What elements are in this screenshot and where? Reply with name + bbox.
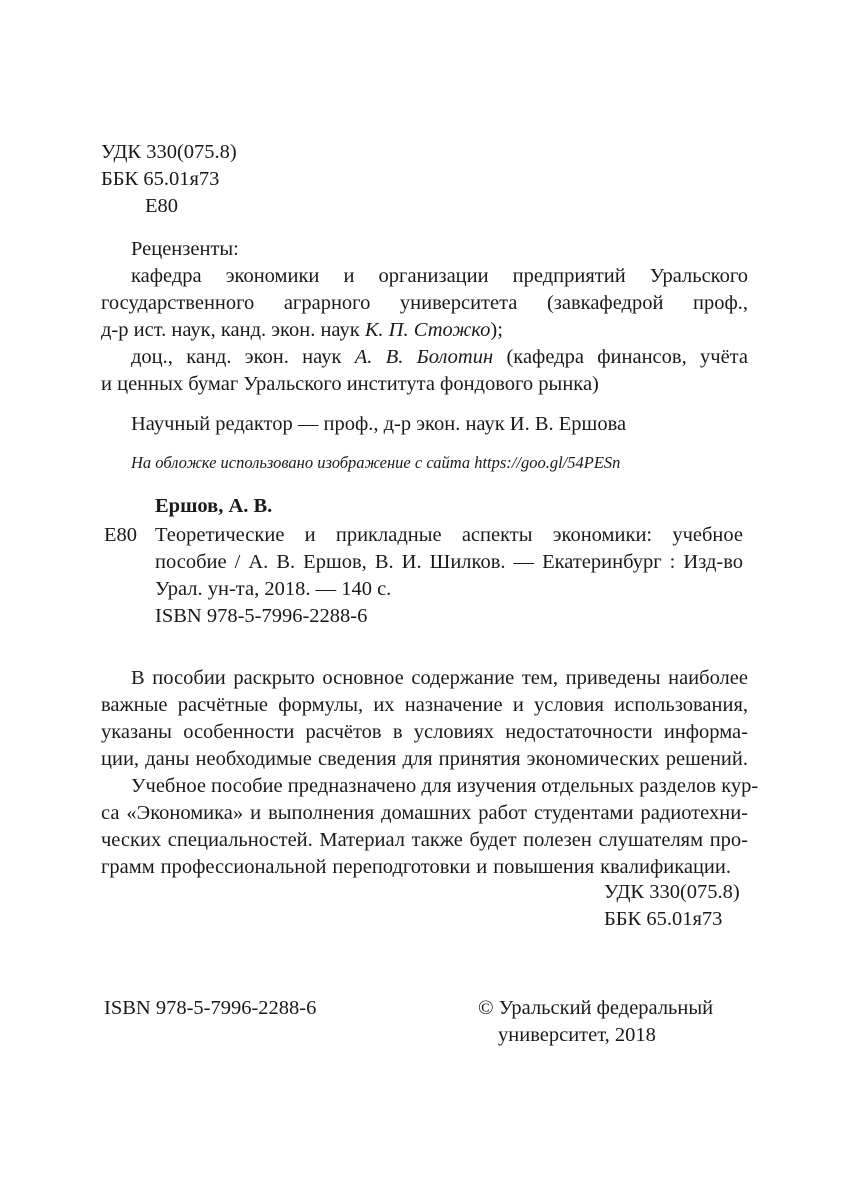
copyright-line-2: университет, 2018 (498, 1024, 656, 1046)
bbk-code-right: ББК 65.01я73 (604, 908, 723, 930)
abstract-p2-line-1: Учебное пособие предназначено для изучения отдельных разделов кур- (131, 775, 759, 797)
entry-title-line-1: Теоретические и прикладные аспекты экономики: учебное (155, 524, 743, 546)
abstract-p2-line-3: ческих специальностей. Материал также будет полезен слушателям про- (101, 829, 748, 851)
reviewer-1-degree: д-р ист. наук, канд. экон. наук (101, 319, 365, 341)
reviewer-1-line-3 (101, 317, 503, 343)
abstract-p1-line-1: В пособии раскрыто основное содержание тем, приведены наиболее (131, 667, 748, 689)
abstract-p1-line-3: указаны особенности расчётов в условиях недостаточности информа- (101, 721, 748, 743)
footer-isbn: ISBN 978-5-7996-2288-6 (104, 997, 317, 1019)
abstract-p2-line-4: грамм профессиональной переподготовки и повышения квалификации. (101, 856, 731, 878)
abstract-p1-line-2: важные расчётные формулы, их назначение и условия использования, (101, 694, 748, 716)
bbk-code: ББК 65.01я73 (101, 168, 220, 190)
abstract-p1-line-4: ции, даны необходимые сведения для принятия экономических решений. (101, 748, 748, 770)
reviewer-1-line-2: государственного аграрного университета (завкафедрой проф., (101, 292, 748, 314)
reviewer-2-affiliation: (кафедра финансов, учёта (493, 346, 748, 368)
reviewer-1-close: ); (490, 319, 503, 341)
reviewers-heading: Рецензенты: (131, 238, 239, 260)
entry-isbn: ISBN 978-5-7996-2288-6 (155, 605, 368, 627)
entry-author: Ершов, А. В. (155, 495, 273, 517)
entry-title-line-2: пособие / А. В. Ершов, В. И. Шилков. — Екатеринбург : Изд-во (155, 551, 743, 573)
reviewer-2-name: А. В. Болотин (354, 346, 494, 368)
reviewer-1-line-1: кафедра экономики и организации предприятий Уральского (131, 265, 748, 287)
entry-title-line-3: Урал. ун-та, 2018. — 140 с. (155, 578, 392, 600)
udk-code: УДК 330(075.8) (101, 141, 237, 163)
scientific-editor: Научный редактор — проф., д-р экон. наук И. В. Ершова (131, 413, 627, 435)
abstract-p2-line-2: са «Экономика» и выполнения домашних работ студентами радиотехни- (101, 802, 748, 824)
cover-note: На обложке использовано изображение с сайта https://goo.gl/54PESn (131, 453, 621, 472)
reviewer-2-line-1 (131, 344, 748, 370)
udk-code-right: УДК 330(075.8) (604, 881, 740, 903)
copyright-line-1: © Уральский федеральный (478, 997, 714, 1019)
entry-mark: Е80 (104, 524, 138, 546)
author-mark: Е80 (145, 195, 179, 217)
reviewer-2-degree: доц., канд. экон. наук (131, 346, 355, 368)
reviewer-1-head-name: К. П. Стожко (364, 319, 491, 341)
reviewer-2-line-2: и ценных бумаг Уральского института фондового рынка) (101, 373, 599, 395)
